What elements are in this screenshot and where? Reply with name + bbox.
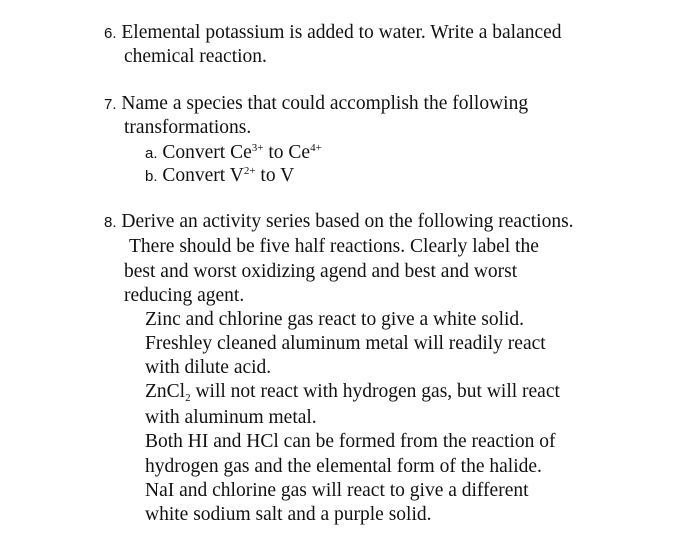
q8-intro-2: There should be five half reactions. Clearly label the (129, 236, 539, 257)
q7-part-b (145, 164, 294, 189)
q8-number: 8. (104, 214, 117, 231)
q8-reaction-2-line-1: Freshley cleaned aluminum metal will readily react (145, 333, 546, 354)
q8-intro-1: Derive an activity series based on the following reactions. (121, 211, 574, 232)
q8-reaction-5-line-2: white sodium salt and a purple solid. (145, 504, 432, 525)
q7-b-charge: 2+ (243, 165, 256, 177)
q6-line-1 (104, 21, 562, 46)
q8-reaction-4-line-2: hydrogen gas and the elemental form of the halide. (145, 456, 542, 477)
q7-a-charge-2: 4+ (310, 142, 322, 154)
q7-b-text-1: Convert V (162, 165, 244, 186)
q6-line-2: chemical reaction. (124, 46, 267, 67)
q7-a-text-1: Convert Ce (162, 142, 252, 163)
q8-reaction-4-line-1: Both HI and HCl can be formed from the reaction of (145, 431, 556, 452)
q7-line-1 (104, 92, 528, 117)
q7-b-text-2: to V (255, 165, 295, 186)
q8-reaction-1: Zinc and chlorine gas react to give a white solid. (145, 309, 525, 330)
q8-r3-formula: ZnCl (145, 381, 186, 402)
q8-line-1 (104, 210, 574, 235)
q8-reaction-5-line-1: NaI and chlorine gas will react to give a different (145, 480, 529, 501)
q7-a-charge-1: 3+ (251, 142, 264, 154)
q7-part-a (145, 141, 322, 166)
q6-text-1: Elemental potassium is added to water. Write a balanced (121, 22, 562, 43)
q7-a-label: a. (145, 145, 158, 162)
q8-intro-4: reducing agent. (124, 285, 245, 306)
q8-r3-subscript: 2 (185, 392, 191, 404)
q8-intro-3: best and worst oxidizing agend and best and worst (124, 261, 518, 282)
q7-text-1: Name a species that could accomplish the following (121, 93, 529, 114)
q7-number: 7. (104, 96, 117, 113)
q7-line-2: transformations. (124, 117, 252, 138)
q7-a-text-2: to Ce (263, 142, 311, 163)
q8-reaction-3-line-2: with aluminum metal. (145, 407, 317, 428)
q8-r3-text: will not react with hydrogen gas, but will react (190, 381, 560, 402)
q8-reaction-2-line-2: with dilute acid. (145, 357, 272, 378)
q7-b-label: b. (145, 168, 158, 185)
q6-number: 6. (104, 25, 117, 42)
q8-reaction-3-line-1 (145, 380, 560, 404)
